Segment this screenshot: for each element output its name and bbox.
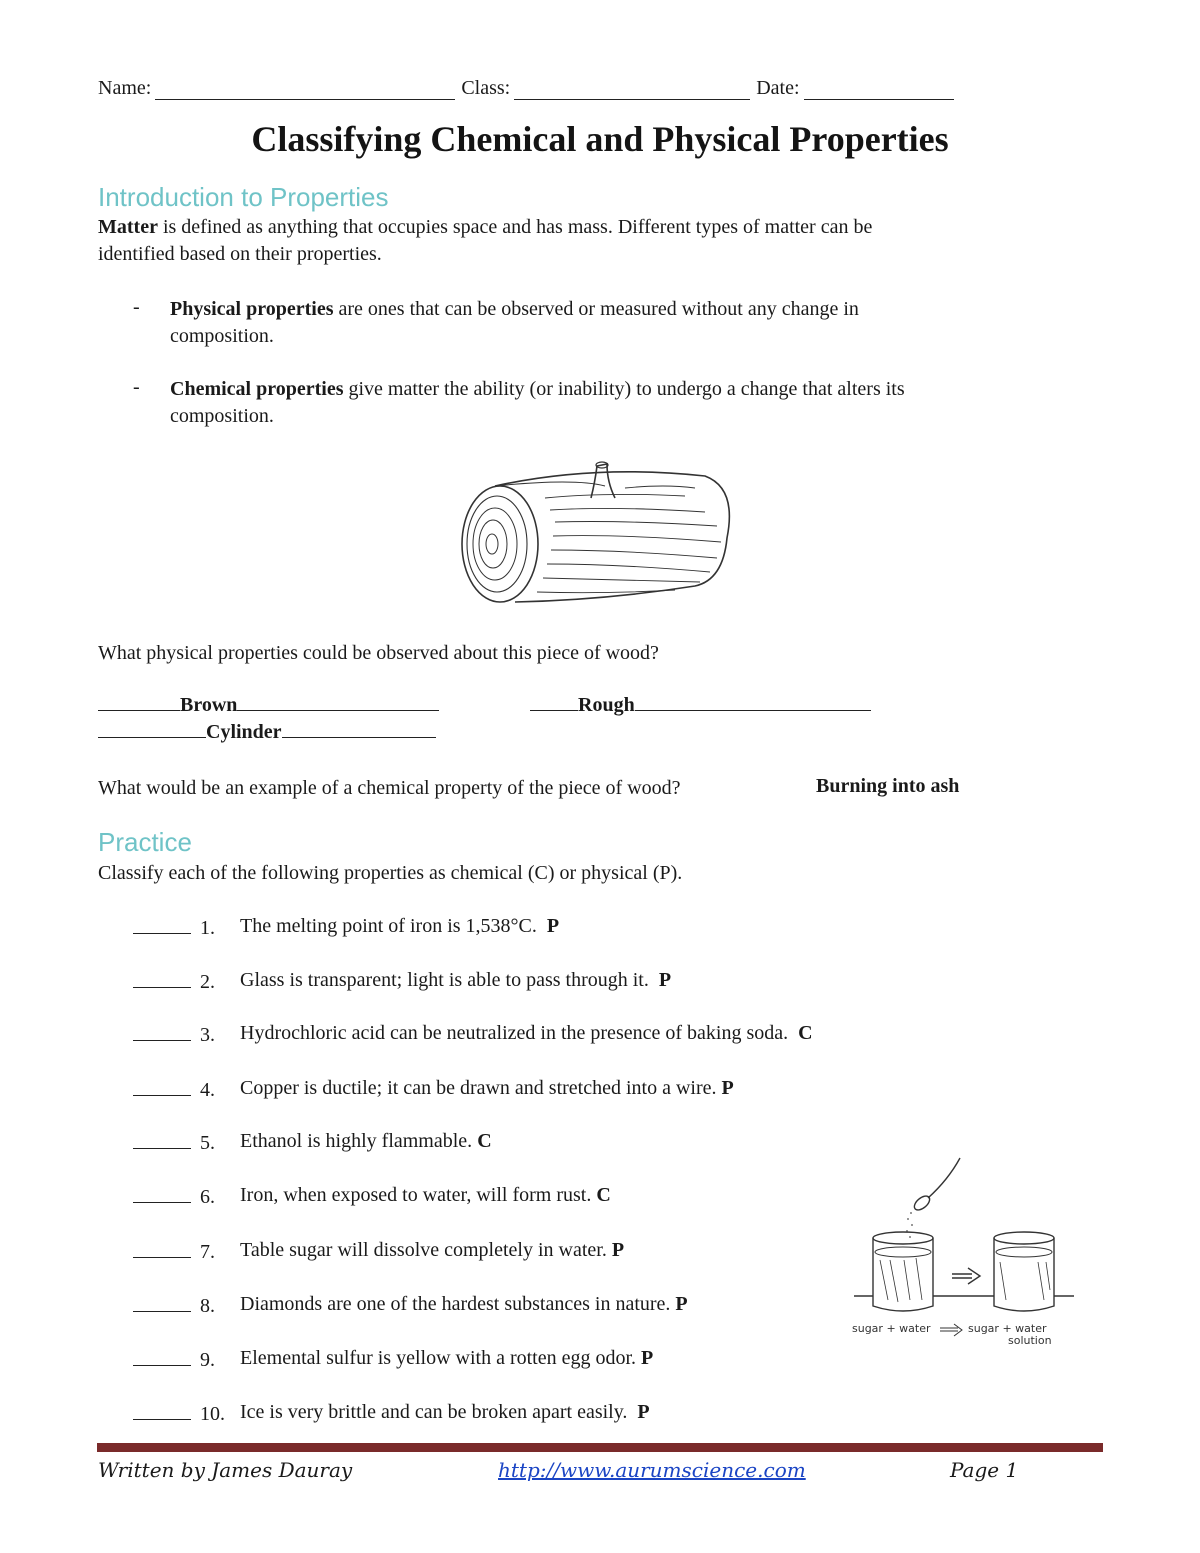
- physical-properties-text: are ones that can be observed or measured without any change in: [333, 298, 859, 320]
- footer-rule: [97, 1443, 1103, 1452]
- name-field[interactable]: [155, 79, 455, 100]
- footer-author: Written by James Dauray: [98, 1458, 353, 1482]
- date-label: Date:: [756, 77, 800, 99]
- caption-arrow-icon: [940, 1324, 962, 1336]
- item-text: Iron, when exposed to water, will form rust.: [240, 1184, 592, 1206]
- spoon-handle: [928, 1158, 960, 1198]
- practice-heading: Practice: [98, 827, 192, 857]
- item-number: 10.: [200, 1403, 225, 1425]
- practice-item: [133, 1293, 688, 1321]
- item-text: Glass is transparent; light is able to pass through it.: [240, 969, 649, 991]
- item-number: 1.: [200, 917, 215, 939]
- practice-item: [133, 1184, 611, 1212]
- answer-blank[interactable]: [133, 1401, 191, 1420]
- right-caption-cont: solution: [1008, 1334, 1052, 1347]
- name-label: Name:: [98, 77, 152, 99]
- footer-link[interactable]: http://www.aurumscience.com: [498, 1458, 806, 1482]
- item-text: The melting point of iron is 1,538°C.: [240, 915, 537, 937]
- left-caption: sugar + water: [852, 1322, 931, 1335]
- beaker-1-hatching: [880, 1258, 922, 1302]
- practice-item: [133, 969, 672, 997]
- item-text: Hydrochloric acid can be neutralized in the presence of baking soda.: [240, 1022, 789, 1044]
- answer-blank[interactable]: [133, 915, 191, 934]
- item-answer: C: [596, 1184, 611, 1206]
- answer-field-2[interactable]: [530, 692, 871, 717]
- answer-rough: Rough: [578, 694, 635, 716]
- item-number: 6.: [200, 1186, 215, 1208]
- beaker-2-hatching: [1000, 1262, 1050, 1300]
- item-answer: P: [641, 1347, 654, 1369]
- answer-blank[interactable]: [133, 1077, 191, 1096]
- physical-properties-term: Physical properties: [170, 298, 334, 320]
- chemical-properties-text-cont: composition.: [170, 405, 274, 427]
- practice-item: [133, 915, 560, 943]
- wood-log-illustration: [455, 458, 740, 608]
- bullet-dash: -: [133, 296, 140, 318]
- item-number: 9.: [200, 1349, 215, 1371]
- beaker-2-rim: [994, 1232, 1054, 1244]
- answer-blank[interactable]: [133, 1022, 191, 1041]
- matter-definition-line1: [98, 214, 872, 241]
- item-answer: P: [675, 1293, 688, 1315]
- item-answer: P: [546, 915, 560, 937]
- practice-item: [133, 1347, 654, 1375]
- item-text: Elemental sulfur is yellow with a rotten egg odor.: [240, 1347, 637, 1369]
- answer-field-1[interactable]: [98, 692, 439, 717]
- item-number: 3.: [200, 1024, 215, 1046]
- item-answer: C: [477, 1130, 492, 1152]
- chemical-properties-term: Chemical properties: [170, 378, 344, 400]
- practice-item: [133, 1239, 625, 1267]
- class-field[interactable]: [514, 79, 750, 100]
- practice-item: [133, 1022, 813, 1050]
- item-answer: P: [658, 969, 672, 991]
- physical-properties-text-cont: composition.: [170, 325, 274, 347]
- item-text: Ethanol is highly flammable.: [240, 1130, 473, 1152]
- arrow-icon: [952, 1268, 980, 1284]
- chemical-property-answer: Burning into ash: [816, 775, 960, 797]
- item-text: Ice is very brittle and can be broken apart easily.: [240, 1401, 628, 1423]
- item-number: 2.: [200, 971, 215, 993]
- answer-blank[interactable]: [133, 1239, 191, 1258]
- item-answer: C: [798, 1022, 813, 1044]
- date-field[interactable]: [804, 79, 954, 100]
- item-text: Diamonds are one of the hardest substances in nature.: [240, 1293, 671, 1315]
- physical-properties-bullet: [170, 296, 1070, 350]
- sugar-dissolving-illustration: [848, 1150, 1080, 1350]
- matter-definition-line2: identified based on their properties.: [98, 243, 382, 265]
- intro-heading: Introduction to Properties: [98, 182, 389, 212]
- answer-cylinder: Cylinder: [206, 721, 282, 743]
- item-number: 4.: [200, 1079, 215, 1101]
- right-caption: sugar + water: [968, 1322, 1047, 1335]
- item-text: Table sugar will dissolve completely in water.: [240, 1239, 607, 1261]
- item-number: 5.: [200, 1132, 215, 1154]
- answer-blank[interactable]: [133, 1347, 191, 1366]
- beaker-1-rim: [873, 1232, 933, 1244]
- answer-blank[interactable]: [133, 1184, 191, 1203]
- footer-link-wrap: [498, 1458, 806, 1482]
- item-answer: P: [611, 1239, 625, 1261]
- answer-field-3[interactable]: [98, 719, 436, 744]
- item-answer: P: [637, 1401, 650, 1423]
- practice-item: [133, 1401, 650, 1429]
- chemical-properties-text: give matter the ability (or inability) to undergo a change that alters its: [343, 378, 905, 400]
- sugar-grains: [907, 1212, 912, 1238]
- physical-properties-question: What physical properties could be observed about this piece of wood?: [98, 642, 659, 664]
- answer-blank[interactable]: [133, 1130, 191, 1149]
- student-info-header: [98, 74, 960, 100]
- matter-text: is defined as anything that occupies space and has mass. Different types of matter can be: [157, 216, 873, 238]
- class-label: Class:: [461, 77, 511, 99]
- answer-brown: Brown: [180, 694, 238, 716]
- answer-blank[interactable]: [133, 969, 191, 988]
- footer-page-number: Page 1: [950, 1458, 1019, 1482]
- answer-blank[interactable]: [133, 1293, 191, 1312]
- item-text: Copper is ductile; it can be drawn and stretched into a wire.: [240, 1077, 717, 1099]
- page-title: Classifying Chemical and Physical Properties: [251, 119, 949, 159]
- item-answer: P: [721, 1077, 734, 1099]
- practice-item: [133, 1130, 492, 1158]
- practice-item: [133, 1077, 734, 1105]
- practice-instructions: Classify each of the following properties as chemical (C) or physical (P).: [98, 862, 683, 884]
- item-number: 7.: [200, 1241, 215, 1263]
- item-number: 8.: [200, 1295, 215, 1317]
- chemical-properties-bullet: [170, 376, 1070, 430]
- bullet-dash: -: [133, 376, 140, 398]
- chemical-property-question: What would be an example of a chemical property of the piece of wood?: [98, 777, 681, 799]
- matter-term: Matter: [98, 216, 158, 238]
